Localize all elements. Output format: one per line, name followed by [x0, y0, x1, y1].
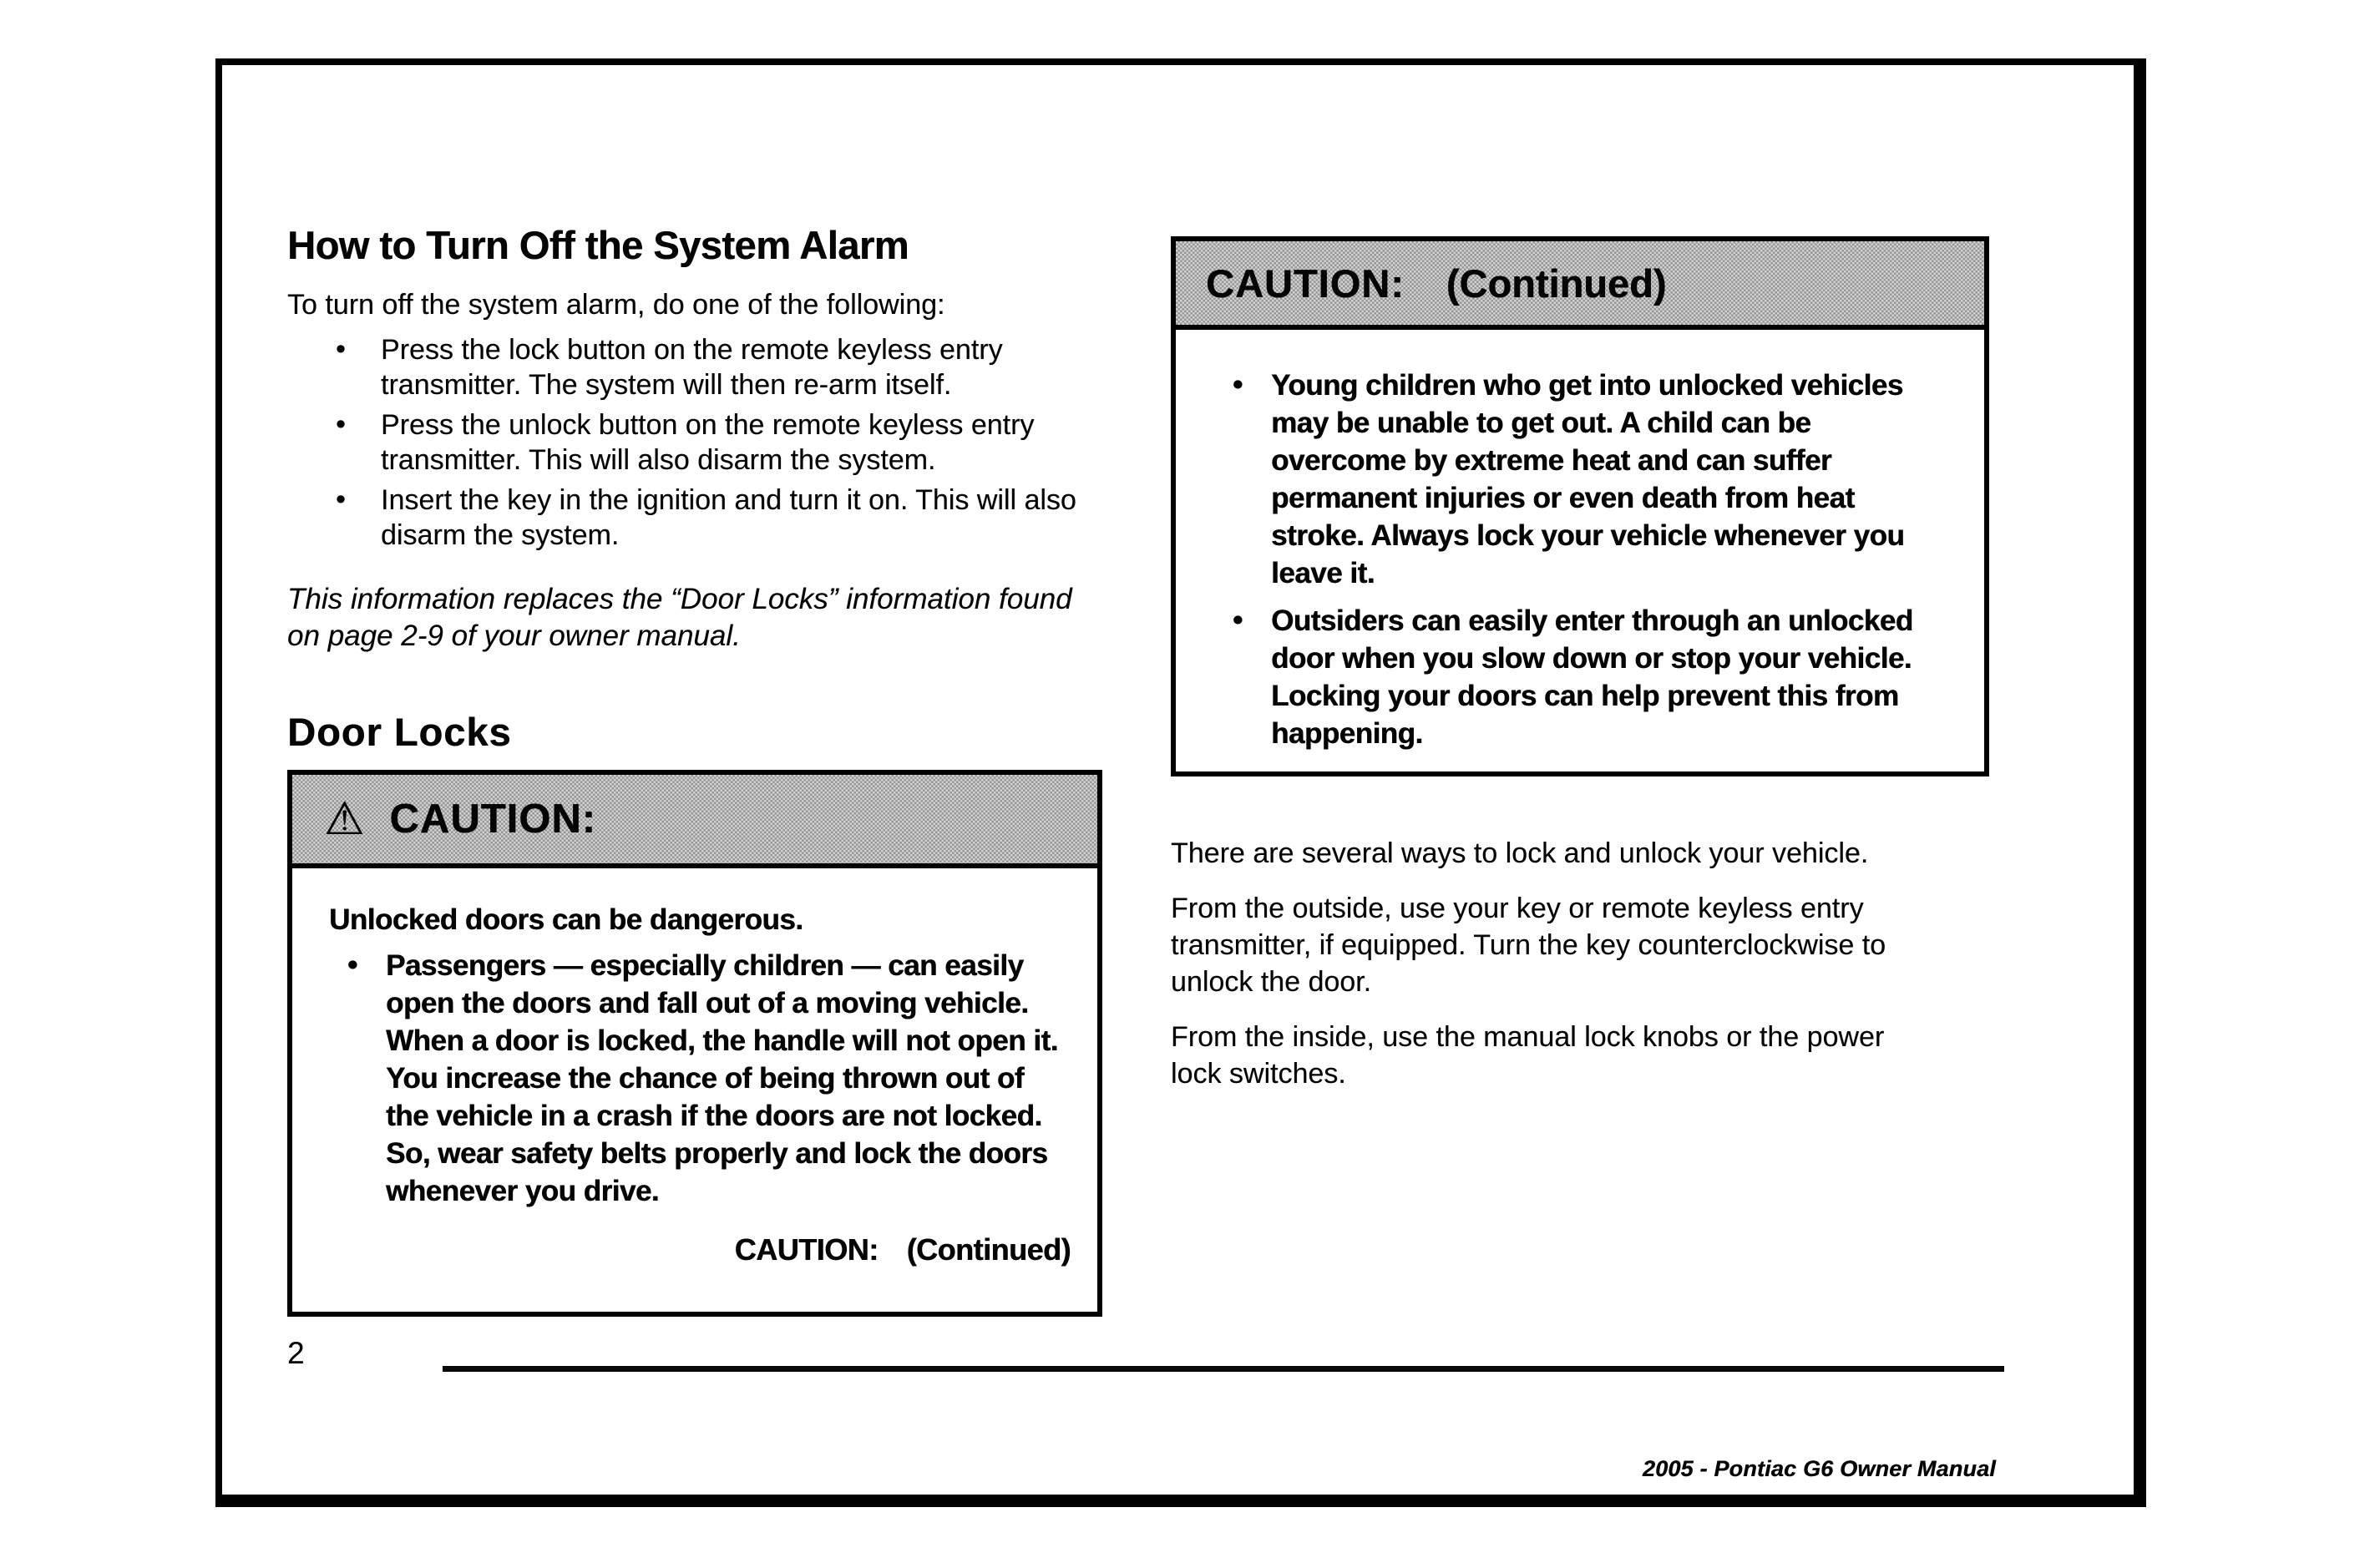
- caution-bullet-list: [1206, 367, 1967, 752]
- caution-box-body: [292, 868, 1097, 1268]
- caution-lead-text: Unlocked doors can be dangerous.: [329, 903, 803, 936]
- caution-box-header: [292, 775, 1097, 868]
- warning-triangle-icon: ⚠: [324, 792, 365, 845]
- caution-box: [287, 770, 1102, 1317]
- caution-bullet-item: • Passengers — especially children — can easily open the doors and fall out of a moving vehicle. When a door is locked, the handle will not open it. You increase the chance of being thrown out of the vehicle in a crash if the doors are not locked. So, wear safety belts properly and lock the doors whenever you drive.: [386, 947, 1066, 1210]
- caution-continued-label: CAUTION:: [734, 1232, 879, 1267]
- lock-info-paragraph: From the inside, use the manual lock knobs or the power lock switches.: [1171, 1021, 1885, 1090]
- door-locks-heading: Door Locks: [287, 710, 512, 754]
- caution-bullet-item: • Young children who get into unlocked vehicles may be unable to get out. A child can be overcome by extreme heat and can suffer permanent injuries or even death from heat stroke. Always lock your vehicle whenever you leave it.: [1271, 367, 1939, 592]
- caution-bullet-list: [329, 947, 1081, 1210]
- right-column: [1171, 236, 1993, 1092]
- alarm-section-heading: How to Turn Off the System Alarm: [287, 223, 909, 267]
- caution-title: CAUTION:: [389, 797, 596, 842]
- alarm-intro-text: To turn off the system alarm, do one of the following:: [287, 289, 945, 321]
- left-column: [287, 222, 1114, 1317]
- footer-credit: 2005 - Pontiac G6 Owner Manual: [1642, 1456, 1996, 1481]
- page-number: 2: [287, 1336, 305, 1370]
- caution-bullet-item: • Outsiders can easily enter through an unlocked door when you slow down or stop your vehicle. Locking your doors can help prevent this from happening.: [1271, 602, 1939, 752]
- lock-info-paragraph: From the outside, use your key or remote keyless entry transmitter, if equipped. Turn the key counterclockwise to unlock the door.: [1171, 893, 1886, 998]
- caution-continued-box-header: [1176, 241, 1984, 330]
- footer-rule: [443, 1366, 2004, 1372]
- caution-title: CAUTION:: [1206, 261, 1405, 306]
- caution-continued-box-body: [1176, 330, 1984, 752]
- caution-continued-suffix: (Continued): [906, 1232, 1071, 1267]
- caution-continued-box: [1171, 236, 1989, 776]
- lock-info-paragraph: There are several ways to lock and unlock your vehicle.: [1171, 837, 1869, 869]
- alarm-bullet-item: • Press the lock button on the remote keyless entry transmitter. The system will then re-arm itself.: [287, 332, 1116, 402]
- alarm-bullet-list: [287, 332, 1114, 553]
- caution-subtitle: (Continued): [1446, 261, 1667, 306]
- replacement-note: This information replaces the “Door Locks” information found on page 2-9 of your owner manual.: [287, 583, 1072, 652]
- alarm-bullet-item: • Press the unlock button on the remote keyless entry transmitter. This will also disarm the system.: [287, 407, 1116, 478]
- page-sheet: [215, 58, 2146, 1507]
- alarm-bullet-item: • Insert the key in the ignition and turn it on. This will also disarm the system.: [287, 483, 1116, 553]
- caution-continued-line: [329, 1232, 1081, 1268]
